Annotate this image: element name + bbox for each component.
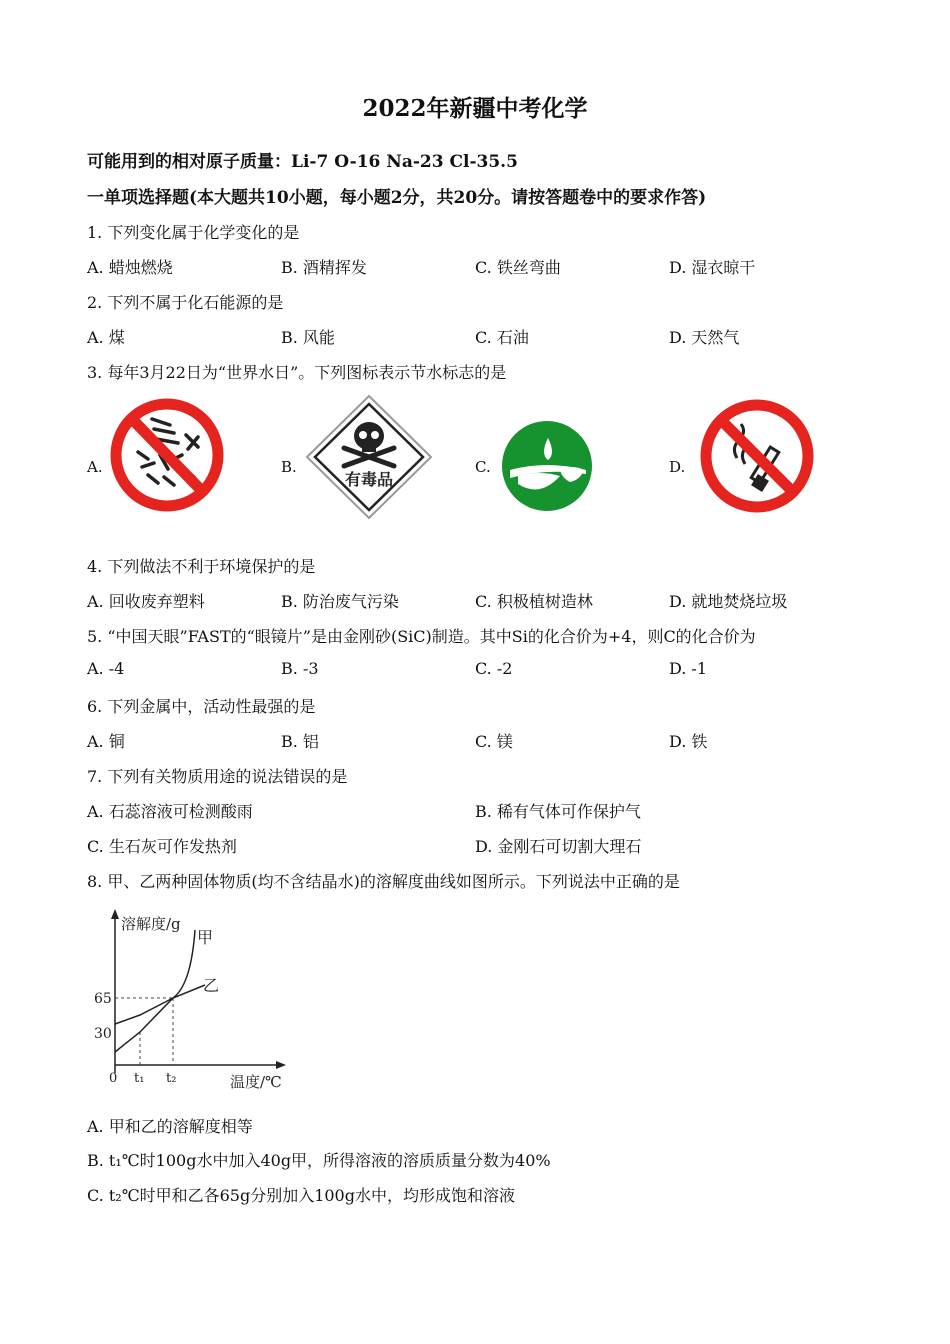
q3-option-b: B.: [281, 458, 297, 476]
q4-option-a: A. 回收废弃塑料: [87, 592, 205, 611]
q6-option-b: B. 铝: [281, 732, 319, 751]
x-axis-label: 温度/℃: [230, 1073, 282, 1091]
atomic-mass-line: 可能用到的相对原子质量：Li-7 O-16 Na-23 Cl-35.5: [87, 152, 518, 172]
q6-option-d: D. 铁: [669, 732, 708, 751]
no-smoking-sign-icon: [697, 398, 817, 516]
question-4-stem: 4. 下列做法不利于环境保护的是: [87, 557, 316, 576]
series-jia-label: 甲: [197, 928, 214, 947]
question-6-stem: 6. 下列金属中，活动性最强的是: [87, 697, 316, 716]
q2-option-a: A. 煤: [87, 328, 125, 347]
q7-option-b: B. 稀有气体可作保护气: [475, 802, 641, 821]
q8-option-c: C. t₂℃时甲和乙各65g分别加入100g水中，均形成饱和溶液: [87, 1186, 515, 1205]
page-title: 2022年新疆中考化学: [362, 95, 588, 122]
y-tick-30: 30: [94, 1026, 112, 1042]
q7-option-c: C. 生石灰可作发热剂: [87, 837, 237, 856]
q2-option-b: B. 风能: [281, 328, 335, 347]
q2-option-d: D. 天然气: [669, 328, 740, 347]
q8-option-b: B. t₁℃时100g水中加入40g甲，所得溶液的溶质质量分数为40%: [87, 1151, 551, 1170]
q3-option-d: D.: [669, 458, 686, 476]
y-tick-65: 65: [94, 991, 112, 1007]
question-3-stem: 3. 每年3月22日为“世界水日”。下列图标表示节水标志的是: [87, 363, 507, 382]
y-axis-label: 溶解度/g: [121, 915, 181, 933]
q1-option-c: C. 铁丝弯曲: [475, 258, 561, 277]
question-5-stem: 5. “中国天眼”FAST的“眼镜片”是由金刚砂(SiC)制造。其中Si的化合价为+4，则C的化合价为: [87, 627, 756, 646]
q1-option-a: A. 蜡烛燃烧: [87, 258, 173, 277]
q7-option-d: D. 金刚石可切割大理石: [475, 837, 642, 856]
q5-option-b: B. -3: [281, 659, 319, 678]
x-axis-arrow: [276, 1061, 286, 1069]
q5-option-a: A. -4: [87, 659, 125, 678]
poison-diamond-sign-icon: [304, 394, 434, 520]
q3-option-a: A.: [87, 458, 103, 476]
q3-option-c: C.: [475, 458, 491, 476]
question-8-stem: 8. 甲、乙两种固体物质(均不含结晶水)的溶解度曲线如图所示。下列说法中正确的是: [87, 872, 680, 891]
q1-option-d: D. 湿衣晾干: [669, 258, 756, 277]
section-heading: 一单项选择题(本大题共10小题，每小题2分，共20分。请按答题卷中的要求作答): [87, 188, 707, 208]
x-tick-t2: t₂: [166, 1071, 177, 1086]
poison-label: 有毒品: [344, 470, 394, 489]
q5-option-d: D. -1: [669, 659, 708, 678]
y-axis-arrow: [111, 909, 119, 919]
q6-option-c: C. 镁: [475, 732, 513, 751]
question-7-stem: 7. 下列有关物质用途的说法错误的是: [87, 767, 348, 786]
series-yi-curve: [115, 985, 205, 1024]
series-jia-curve: [115, 930, 195, 1052]
solubility-curve-chart: [85, 905, 300, 1100]
q6-option-a: A. 铜: [87, 732, 125, 751]
q1-option-b: B. 酒精挥发: [281, 258, 367, 277]
q7-option-a: A. 石蕊溶液可检测酸雨: [87, 802, 253, 821]
water-saving-sign-icon: [500, 420, 595, 513]
question-2-stem: 2. 下列不属于化石能源的是: [87, 293, 284, 312]
q2-option-c: C. 石油: [475, 328, 529, 347]
question-1-stem: 1. 下列变化属于化学变化的是: [87, 223, 300, 242]
origin-label: 0: [109, 1071, 118, 1086]
q4-option-b: B. 防治废气污染: [281, 592, 399, 611]
q4-option-d: D. 就地焚烧垃圾: [669, 592, 788, 611]
q8-option-a: A. 甲和乙的溶解度相等: [87, 1117, 253, 1136]
x-tick-t1: t₁: [134, 1071, 145, 1086]
no-fireworks-sign-icon: [108, 397, 228, 515]
q5-option-c: C. -2: [475, 659, 513, 678]
series-yi-label: 乙: [203, 976, 220, 995]
q4-option-c: C. 积极植树造林: [475, 592, 593, 611]
